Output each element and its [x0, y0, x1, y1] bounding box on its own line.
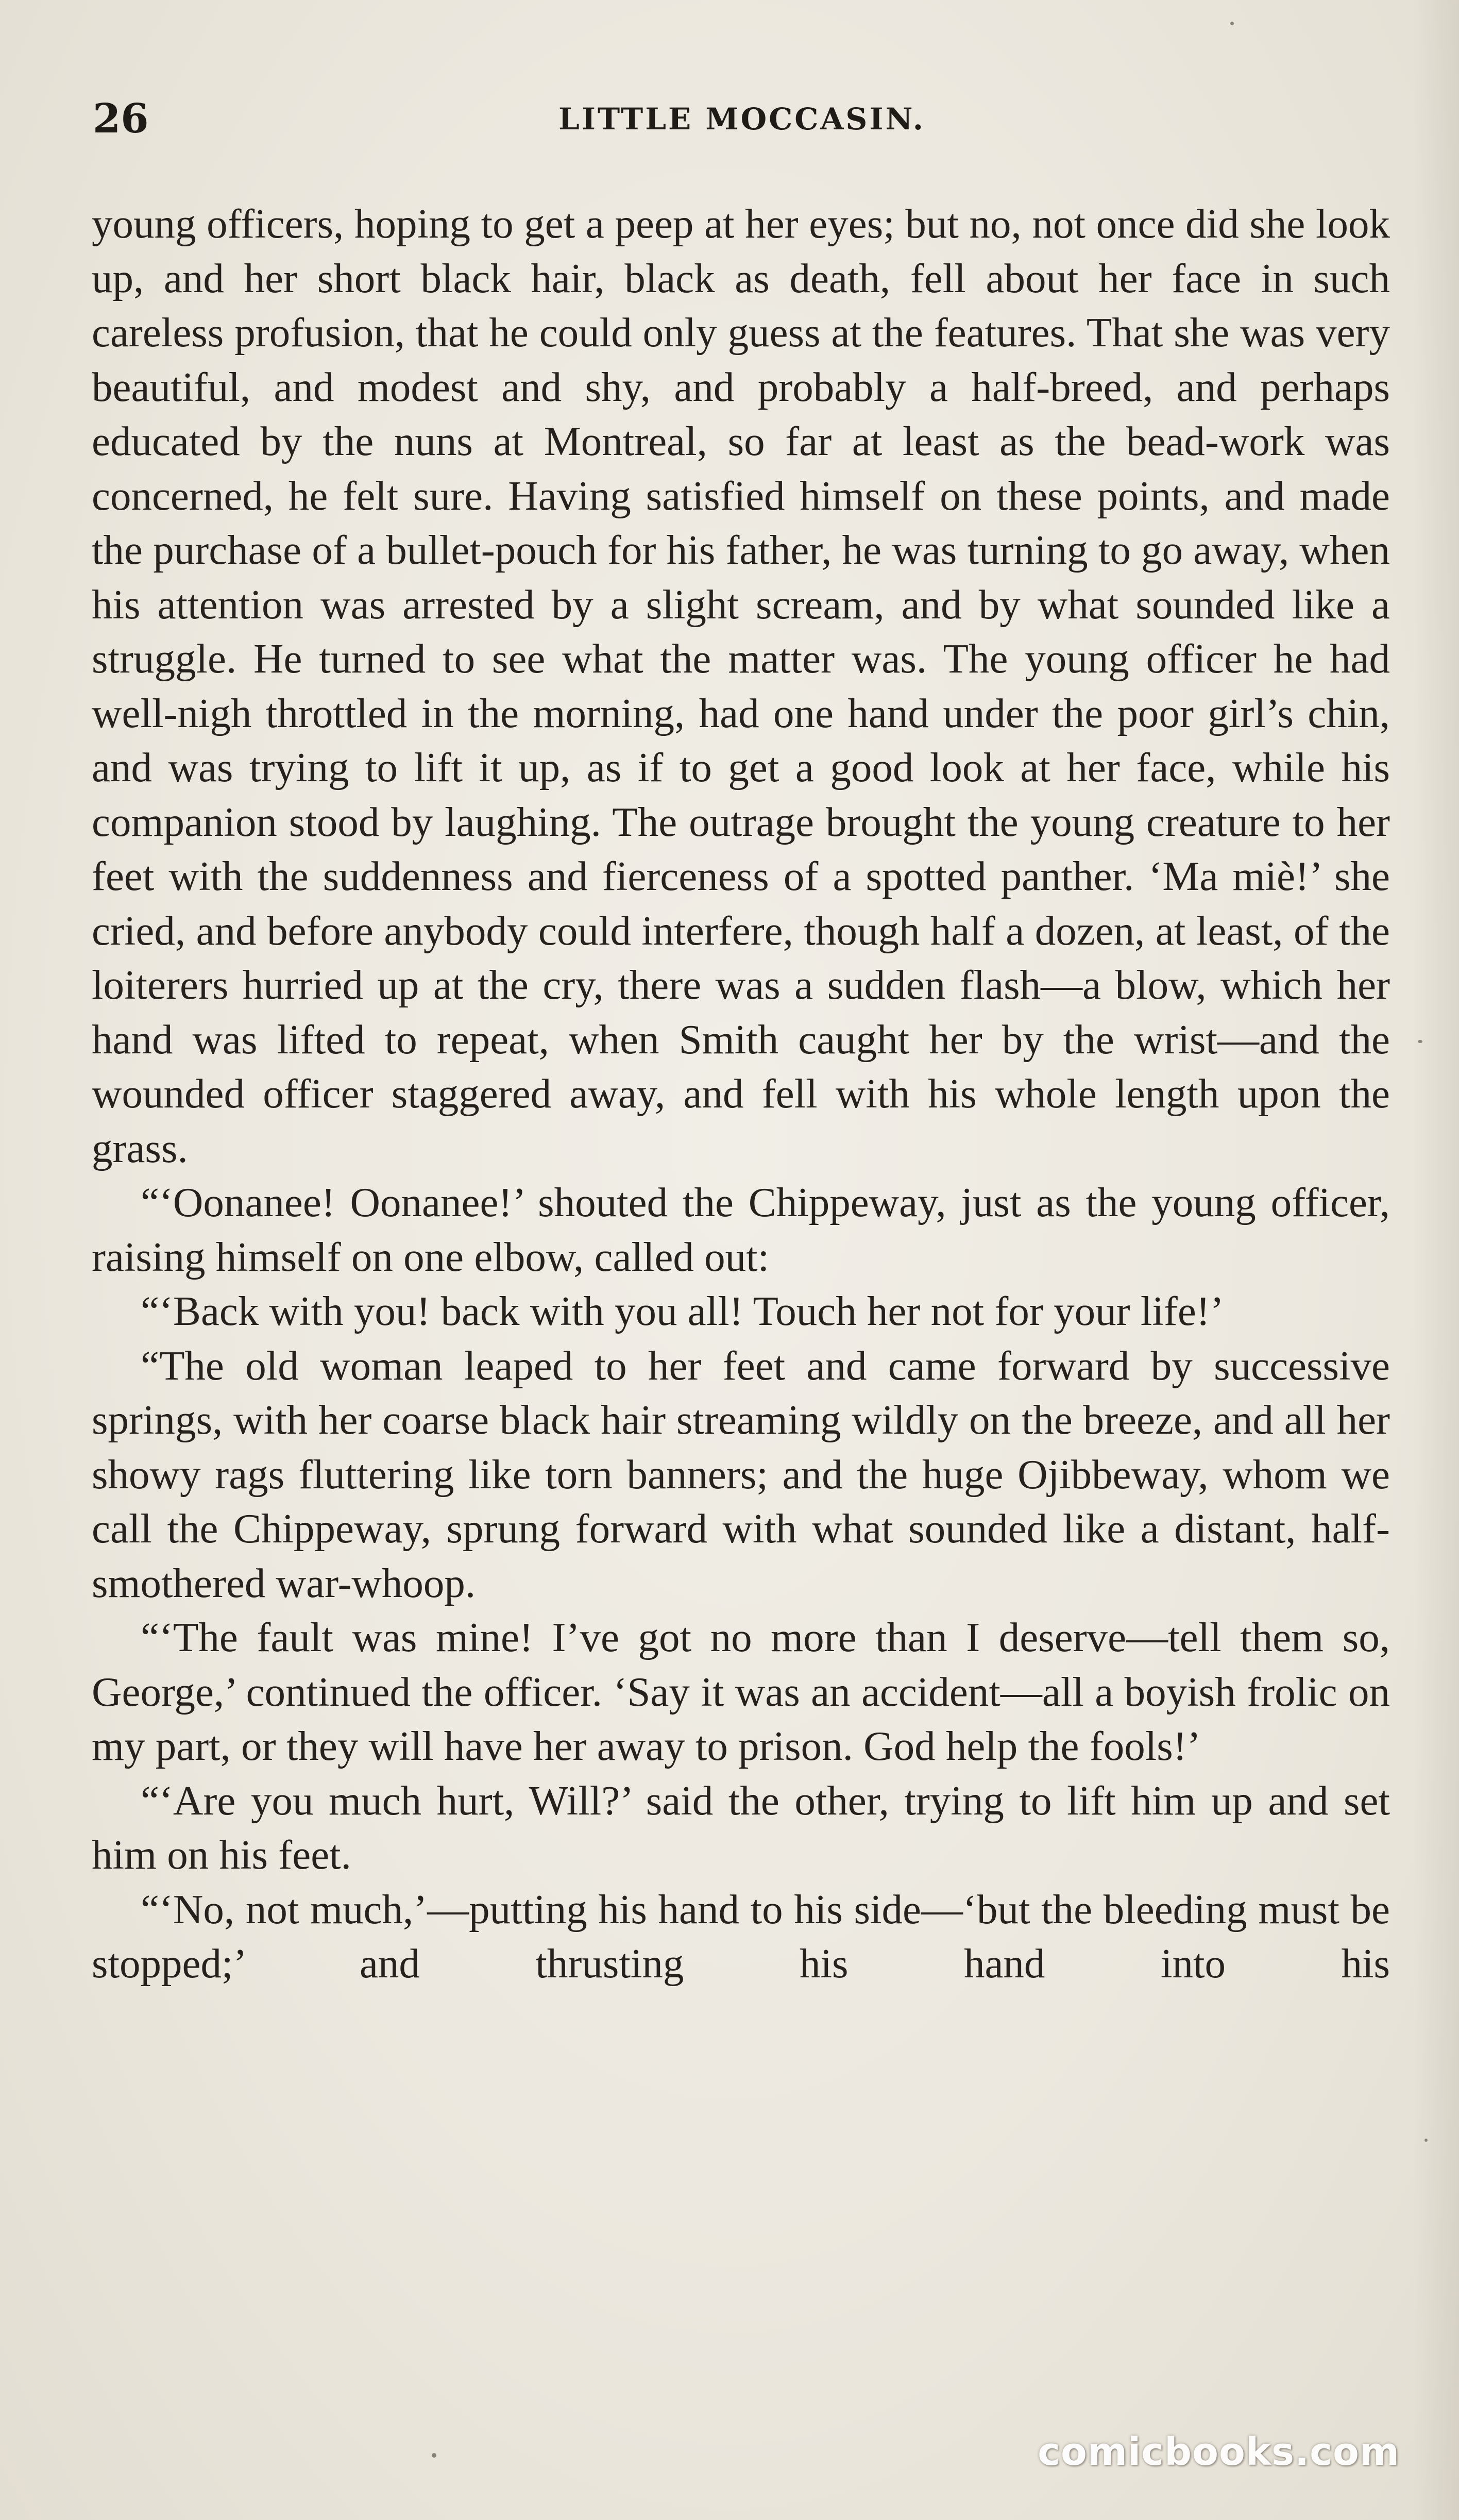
page-header: [93, 95, 1391, 152]
ink-speck: [432, 2453, 436, 2458]
ink-speck: [1424, 2139, 1428, 2142]
ink-speck: [1418, 1040, 1422, 1043]
watermark: comicbooks.com: [1038, 2430, 1400, 2474]
body-text: [92, 197, 1390, 1991]
paragraph-fault-was-mine: “‘The fault was mine! I’ve got no more than I deserve—tell them so, George,’ continued the officer. ‘Say it was an accident—all a boyish frolic on my part, or they will have her away to prison. God help the fools!’: [92, 1614, 1390, 1769]
ink-speck: [1230, 22, 1234, 25]
paragraph-continued: young officers, hoping to get a peep at her eyes; but no, not once did she look up, and her short black hair, black as death, fell about her face in such careless profusion, that he could only guess at the features. That she was very beautiful, and modest and shy, and probably a half-breed, and perhaps educated by the nuns at Montreal, so far at least as the bead-work was concerned, he felt sure. Having satisfied himself on these points, and made the purchase of a bullet-pouch for his father, he was turning to go away, when his attention was arrested by a slight scream, and by what sounded like a struggle. He turned to see what the matter was. The young officer he had well-nigh throttled in the morning, had one hand under the poor girl’s chin, and was trying to lift it up, as if to get a good look at her face, while his companion stood by laughing. The outrage brought the young creature to her feet with the suddenness and fierceness of a spotted panther. ‘Ma miè!’ she cried, and before anybody could interfere, though half a dozen, at least, of the loiterers hurried up at the cry, there was a sudden flash—a blow, which her hand was lifted to repeat, when Smith caught her by the wrist—and the wounded officer staggered away, and fell with his whole length upon the grass.: [92, 200, 1390, 1171]
paragraph-old-woman: “The old woman leaped to her feet and came forward by successive springs, with her coarse black hair streaming wildly on the breeze, and all her showy rags fluttering like torn banners; and the huge Ojibbeway, whom we call the Chippeway, sprung forward with what sounded like a distant, half-smothered war-whoop.: [92, 1342, 1390, 1606]
page-edge-shadow: [1413, 0, 1459, 2520]
running-title: LITTLE MOCCASIN.: [558, 102, 925, 137]
paragraph-oonanee: “‘Oonanee! Oonanee!’ shouted the Chippeway, just as the young officer, raising himself on one elbow, called out:: [92, 1179, 1390, 1280]
paragraph-not-much: “‘No, not much,’—putting his hand to his side—‘but the bleeding must be stopped;’ and thrusting his hand into his: [92, 1886, 1390, 1987]
page-number: 26: [93, 95, 149, 142]
paragraph-back-with-you: “‘Back with you! back with you all! Touch her not for your life!’: [141, 1288, 1224, 1334]
paragraph-much-hurt: “‘Are you much hurt, Will?’ said the other, trying to lift him up and set him on his feet.: [92, 1777, 1390, 1878]
